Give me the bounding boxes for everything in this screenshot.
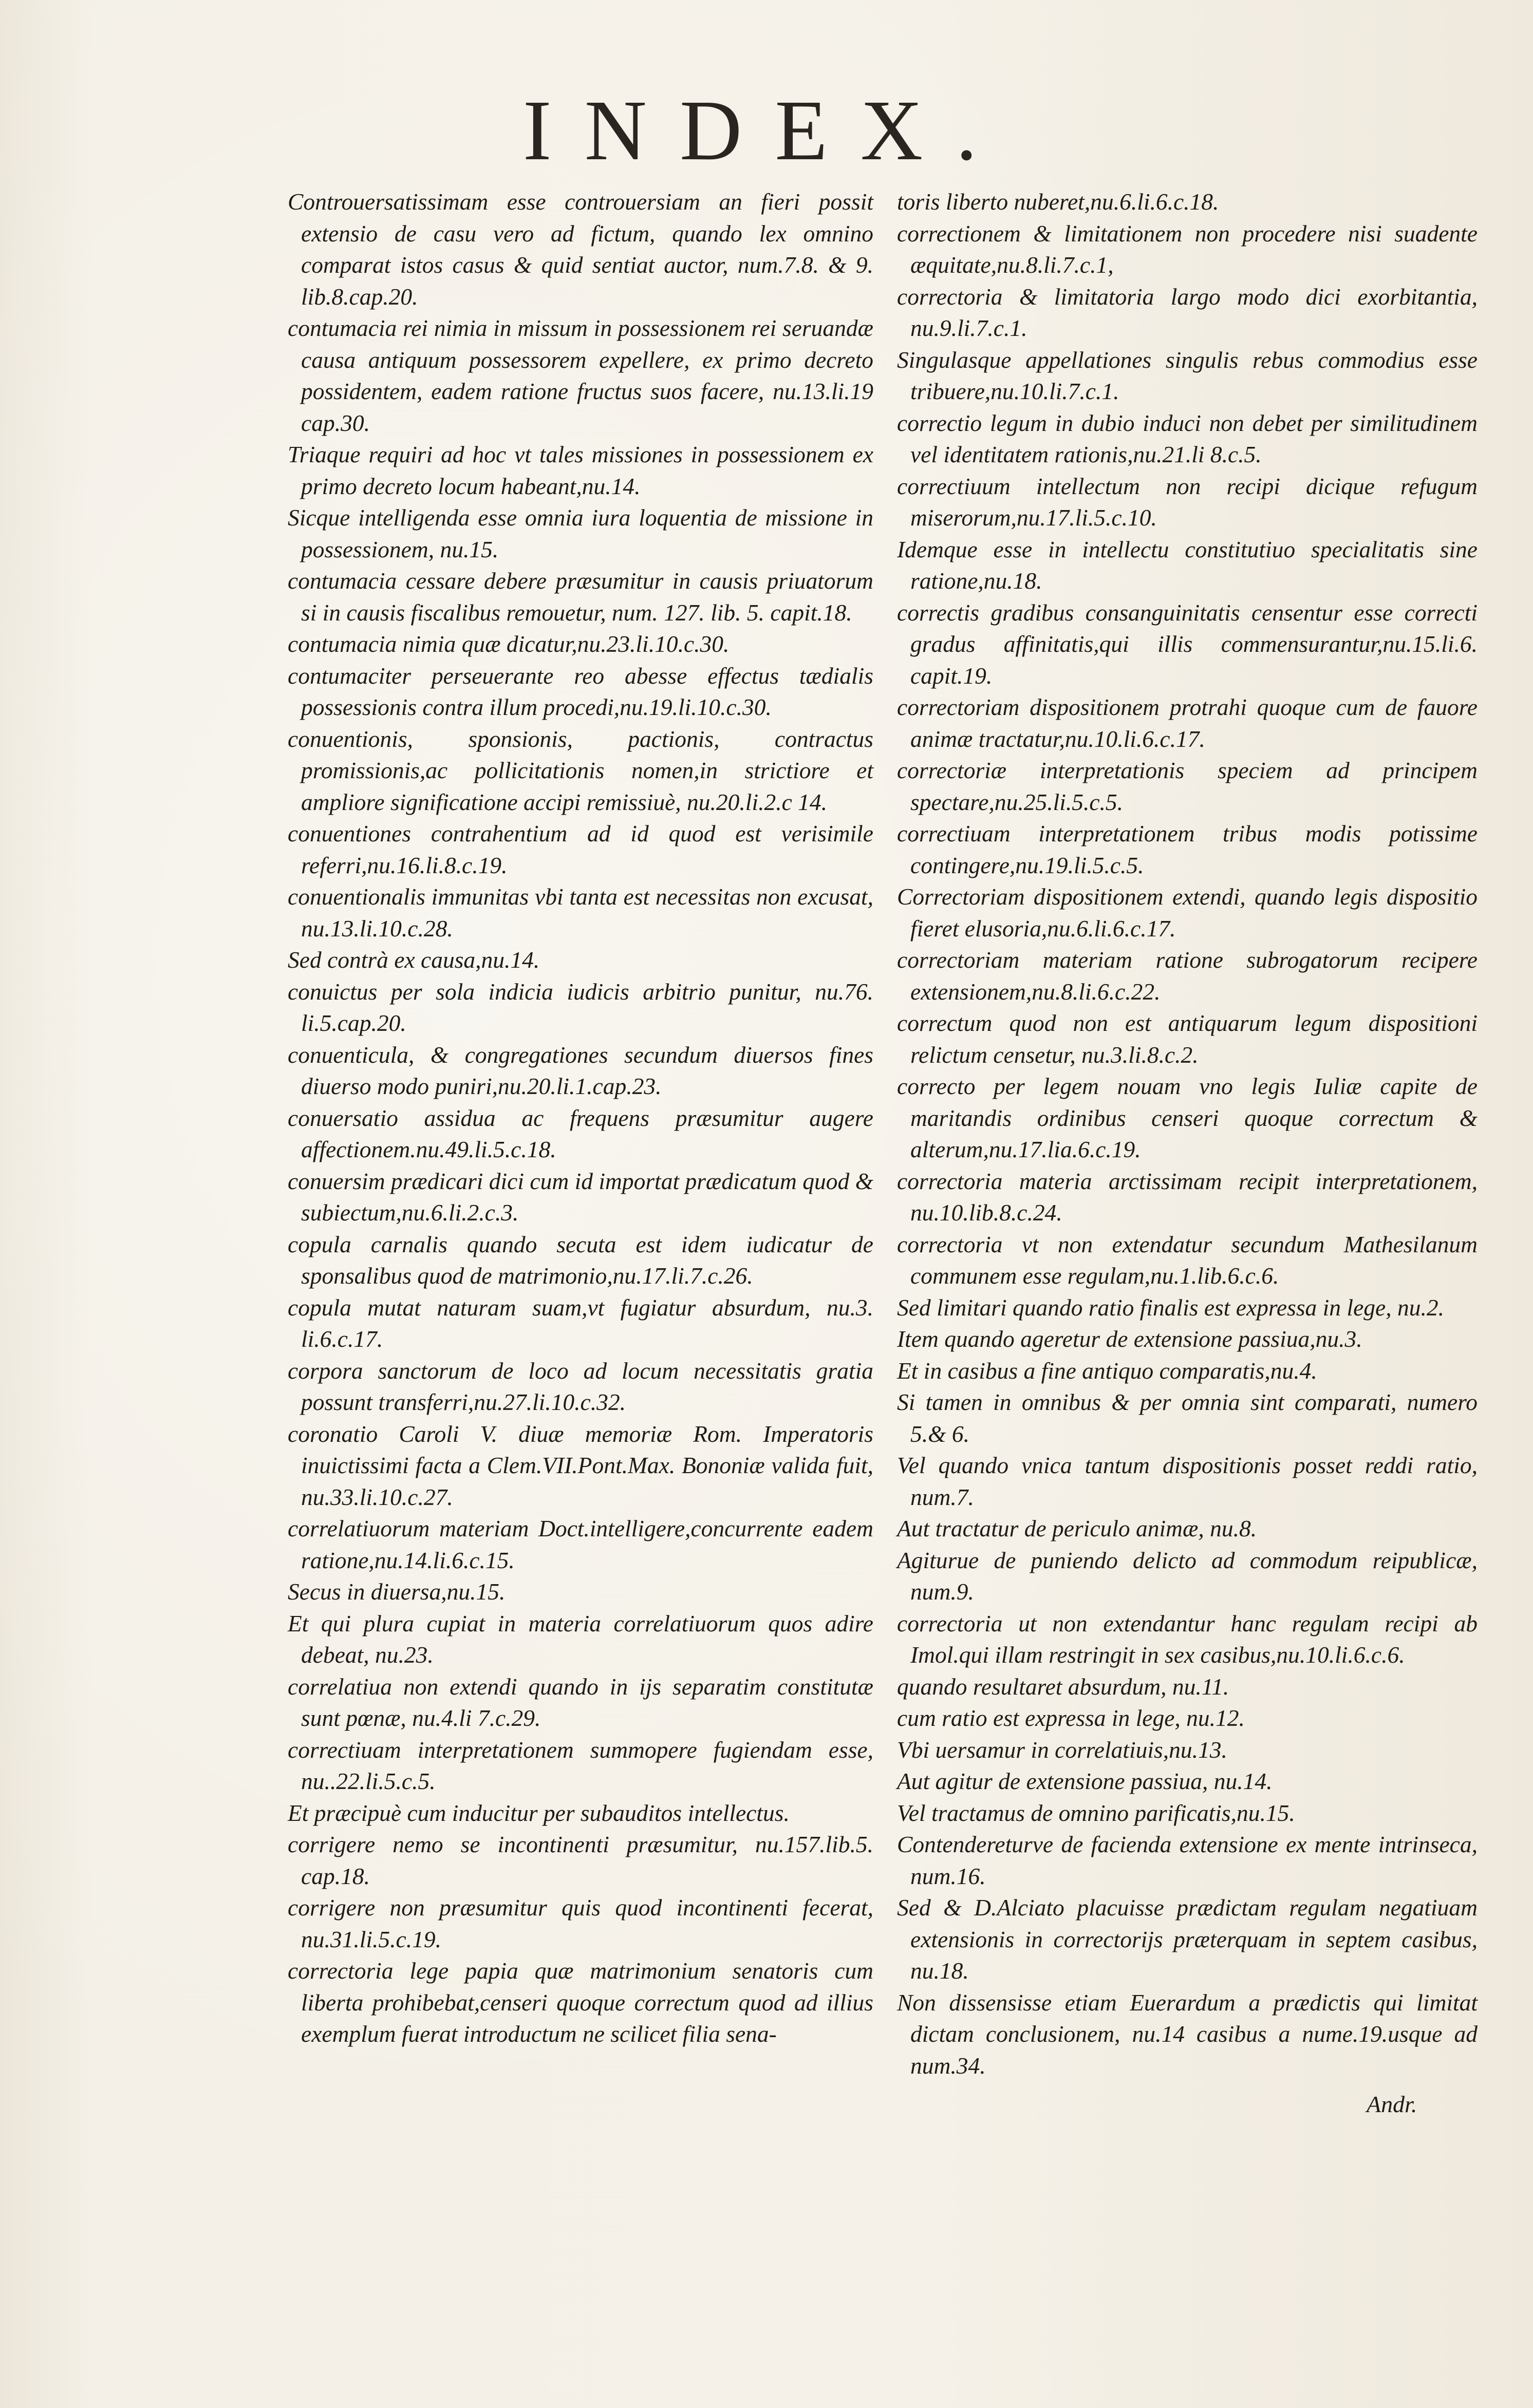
index-entry: correctoria vt non extendatur secundum Mathesilanum communem esse regulam,nu.1.lib.6.c.6.: [897, 1231, 1478, 1289]
index-entry: correctoria lege papia quæ matrimonium senatoris cum liberta prohibebat,censeri quoque correctum quod ad illius exemplum fuerat introductum ne scilicet filia sena-: [288, 1958, 873, 2047]
index-entry: Idemque esse in intellectu constitutiuo specialitatis sine ratione,nu.18.: [897, 536, 1478, 594]
index-entry: Aut agitur de extensione passiua, nu.14.: [897, 1768, 1273, 1794]
index-entry: corrigere nemo se incontinenti præsumitur, nu.157.lib.5. cap.18.: [288, 1831, 873, 1889]
index-entry: correctoriæ interpretationis speciem ad principem spectare,nu.25.li.5.c.5.: [897, 757, 1478, 815]
index-entry: Triaque requiri ad hoc vt tales missiones in possessionem ex primo decreto locum habeant,nu.14.: [288, 441, 873, 499]
index-column-right: [897, 186, 1478, 2081]
index-entry: copula mutat naturam suam,vt fugiatur absurdum, nu.3. li.6.c.17.: [288, 1294, 873, 1352]
index-entry: correctoriam dispositionem protrahi quoque cum de fauore animæ tractatur,nu.10.li.6.c.17.: [897, 694, 1478, 752]
index-entry: Non dissensisse etiam Euerardum a prædictis qui limitat dictam conclusionem, nu.14 casibus a nume.19.usque ad num.34.: [897, 1989, 1478, 2079]
index-entry: conuentionis, sponsionis, pactionis, contractus promissionis,ac pollicitationis nomen,in strictiore et ampliore significatione accipi remissiuè, nu.20.li.2.c 14.: [288, 725, 873, 815]
catchword: Andr.: [1367, 2091, 1417, 2117]
index-entry: Sicque intelligenda esse omnia iura loquentia de missione in possessionem, nu.15.: [288, 504, 873, 562]
index-entry: Et in casibus a fine antiquo comparatis,nu.4.: [897, 1357, 1317, 1384]
index-entry: correlatiua non extendi quando in ijs separatim constitutæ sunt pœnæ, nu.4.li 7.c.29.: [288, 1673, 873, 1731]
index-entry: Correctoriam dispositionem extendi, quando legis dispositio fieret elusoria,nu.6.li.6.c.17.: [897, 883, 1478, 942]
index-entry: Singulasque appellationes singulis rebus commodius esse tribuere,nu.10.li.7.c.1.: [897, 346, 1478, 404]
index-entry: toris liberto nuberet,nu.6.li.6.c.18.: [897, 189, 1219, 215]
index-column-left: [288, 186, 873, 2050]
index-entry: correcto per legem nouam vno legis Iuliæ capite de maritandis ordinibus censeri quoque correctum & alterum,nu.17.lia.6.c.19.: [897, 1073, 1478, 1162]
index-entry: correctiuam interpretationem summopere fugiendam esse, nu..22.li.5.c.5.: [288, 1736, 873, 1794]
index-entry: conuictus per sola indicia iudicis arbitrio punitur, nu.76. li.5.cap.20.: [288, 978, 873, 1036]
index-entry: quando resultaret absurdum, nu.11.: [897, 1673, 1229, 1700]
index-entry: Sed limitari quando ratio finalis est expressa in lege, nu.2.: [897, 1294, 1444, 1321]
index-entry: Et qui plura cupiat in materia correlatiuorum quos adire debeat, nu.23.: [288, 1610, 873, 1668]
index-entry: Vbi uersamur in correlatiuis,nu.13.: [897, 1736, 1227, 1763]
index-entry: Agiturue de puniendo delicto ad commodum reipublicæ, num.9.: [897, 1547, 1478, 1605]
index-entry: correctiuam interpretationem tribus modis potissime contingere,nu.19.li.5.c.5.: [897, 820, 1478, 878]
index-entry: coronatio Caroli V. diuæ memoriæ Rom. Imperatoris inuictissimi facta a Clem.VII.Pont.Max. Bononiæ valida fuit, nu.33.li.10.c.27.: [288, 1420, 873, 1510]
index-entry: corrigere non præsumitur quis quod incontinenti fecerat, nu.31.li.5.c.19.: [288, 1894, 873, 1952]
index-entry: Sed contrà ex causa,nu.14.: [288, 947, 540, 973]
index-entry: Si tamen in omnibus & per omnia sint comparati, numero 5.& 6.: [897, 1389, 1478, 1447]
index-entry: Et præcipuè cum inducitur per subauditos intellectus.: [288, 1799, 790, 1826]
index-entry: Item quando ageretur de extensione passiua,nu.3.: [897, 1326, 1362, 1352]
index-entry: correctoria materia arctissimam recipit interpretationem, nu.10.lib.8.c.24.: [897, 1168, 1478, 1226]
index-entry: Vel quando vnica tantum dispositionis posset reddi ratio, num.7.: [897, 1452, 1478, 1510]
index-entry: correctiuum intellectum non recipi dicique refugum miserorum,nu.17.li.5.c.10.: [897, 473, 1478, 531]
index-entry: corpora sanctorum de loco ad locum necessitatis gratia possunt transferri,nu.27.li.10.c.32.: [288, 1357, 873, 1415]
index-entry: correctoria & limitatoria largo modo dici exorbitantia, nu.9.li.7.c.1.: [897, 283, 1478, 341]
index-entry: Aut tractatur de periculo animæ, nu.8.: [897, 1515, 1257, 1541]
index-entry: copula carnalis quando secuta est idem iudicatur de sponsalibus quod de matrimonio,nu.17.li.7.c.26.: [288, 1231, 873, 1289]
index-entry: correctoriam materiam ratione subrogatorum recipere extensionem,nu.8.li.6.c.22.: [897, 947, 1478, 1005]
index-entry: correlatiuorum materiam Doct.intelligere,concurrente eadem ratione,nu.14.li.6.c.15.: [288, 1515, 873, 1573]
index-entry: Secus in diuersa,nu.15.: [288, 1578, 506, 1605]
page-title: INDEX.: [522, 83, 1011, 178]
index-entry: Controuersatissimam esse controuersiam an fieri possit extensio de casu vero ad fictum, quando lex omnino comparat istos casus & quid sentiat auctor, num.7.8. & 9. lib.8.cap.20.: [288, 189, 873, 310]
index-entry: Contendereturve de facienda extensione ex mente intrinseca, num.16.: [897, 1831, 1478, 1889]
index-entry: correctum quod non est antiquarum legum dispositioni relictum censetur, nu.3.li.8.c.2.: [897, 1010, 1478, 1068]
index-entry: correctoria ut non extendantur hanc regulam recipi ab Imol.qui illam restringit in sex casibus,nu.10.li.6.c.6.: [897, 1610, 1478, 1668]
index-entry: conuenticula, & congregationes secundum diuersos fines diuerso modo puniri,nu.20.li.1.cap.23.: [288, 1041, 873, 1099]
index-entry: contumacia rei nimia in missum in possessionem rei seruandæ causa antiquum possessorem expellere, ex primo decreto possidentem, eadem ratione fructus suos facere, nu.13.li.19 cap.30.: [288, 315, 873, 436]
index-entry: conuentiones contrahentium ad id quod est verisimile referri,nu.16.li.8.c.19.: [288, 820, 873, 878]
index-entry: conuersim prædicari dici cum id importat prædicatum quod & subiectum,nu.6.li.2.c.3.: [288, 1168, 873, 1226]
index-entry: correctio legum in dubio induci non debet per similitudinem vel identitatem rationis,nu.21.li 8.c.5.: [897, 409, 1478, 467]
index-entry: Sed & D.Alciato placuisse prædictam regulam negatiuam extensionis in correctorijs præterquam in septem casibus, nu.18.: [897, 1894, 1478, 1984]
index-entry: Vel tractamus de omnino parificatis,nu.15.: [897, 1799, 1295, 1826]
index-entry: contumacia nimia quæ dicatur,nu.23.li.10.c.30.: [288, 631, 730, 657]
index-entry: contumaciter perseuerante reo abesse effectus tædialis possessionis contra illum procedi,nu.19.li.10.c.30.: [288, 662, 873, 720]
index-entry: conuentionalis immunitas vbi tanta est necessitas non excusat, nu.13.li.10.c.28.: [288, 883, 873, 942]
index-entry: correctis gradibus consanguinitatis censentur esse correcti gradus affinitatis,qui illis commensurantur,nu.15.li.6. capit.19.: [897, 599, 1478, 689]
index-entry: contumacia cessare debere præsumitur in causis priuatorum si in causis fiscalibus remouetur, num. 127. lib. 5. capit.18.: [288, 568, 873, 626]
index-entry: conuersatio assidua ac frequens præsumitur augere affectionem.nu.49.li.5.c.18.: [288, 1104, 873, 1162]
index-entry: correctionem & limitationem non procedere nisi suadente æquitate,nu.8.li.7.c.1,: [897, 220, 1478, 278]
index-entry: cum ratio est expressa in lege, nu.12.: [897, 1705, 1245, 1731]
